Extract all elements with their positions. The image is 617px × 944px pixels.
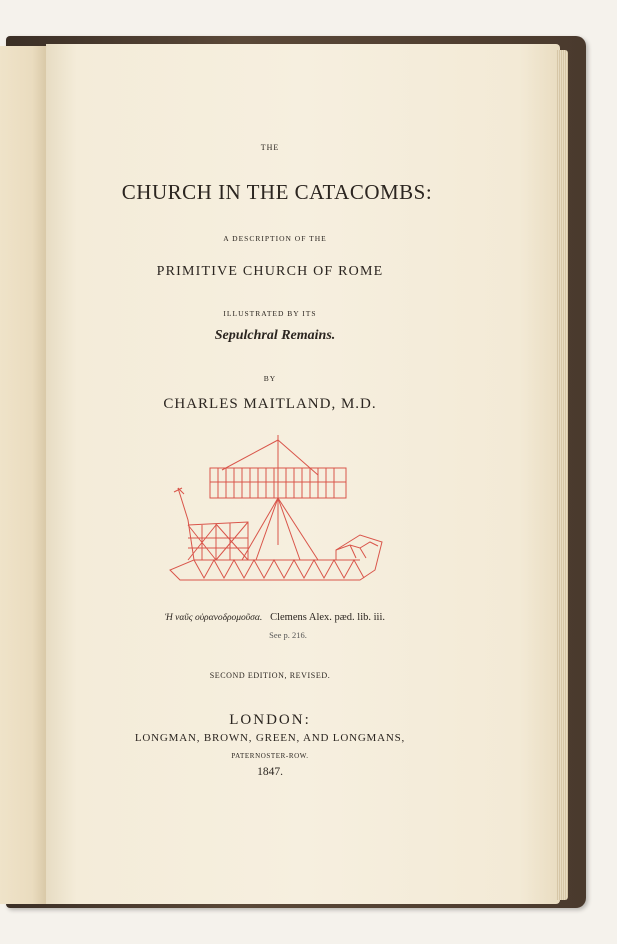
year: 1847. [257, 766, 283, 778]
subtitle: PRIMITIVE CHURCH OF ROME [156, 264, 384, 279]
ship-illustration [160, 430, 390, 590]
publisher-address: PATERNOSTER-ROW. [231, 752, 309, 760]
sepulchral-remains: Sepulchral Remains. [214, 328, 336, 343]
by-word: BY [263, 374, 277, 383]
citation: Clemens Alex. pæd. lib. iii. [270, 612, 386, 623]
publisher: LONGMAN, BROWN, GREEN, AND LONGMANS, [134, 732, 406, 744]
city: LONDON: [229, 712, 311, 728]
author: CHARLES MAITLAND, M.D. [163, 396, 377, 412]
greek-caption [140, 612, 410, 623]
page-edge [556, 50, 568, 900]
edition: SECOND EDITION, REVISED. [209, 671, 331, 680]
left-page [0, 46, 47, 904]
book-title: CHURCH IN THE CATACOMBS: [121, 180, 433, 204]
greek-phrase: Ἡ ναῦς οὐρανοδρομοῦσα. [164, 613, 263, 623]
the-word: THE [260, 143, 280, 152]
illustrated-line: ILLUSTRATED BY ITS [223, 309, 317, 318]
see-page: See p. 216. [269, 630, 307, 640]
description-line: A DESCRIPTION OF THE [223, 234, 327, 243]
